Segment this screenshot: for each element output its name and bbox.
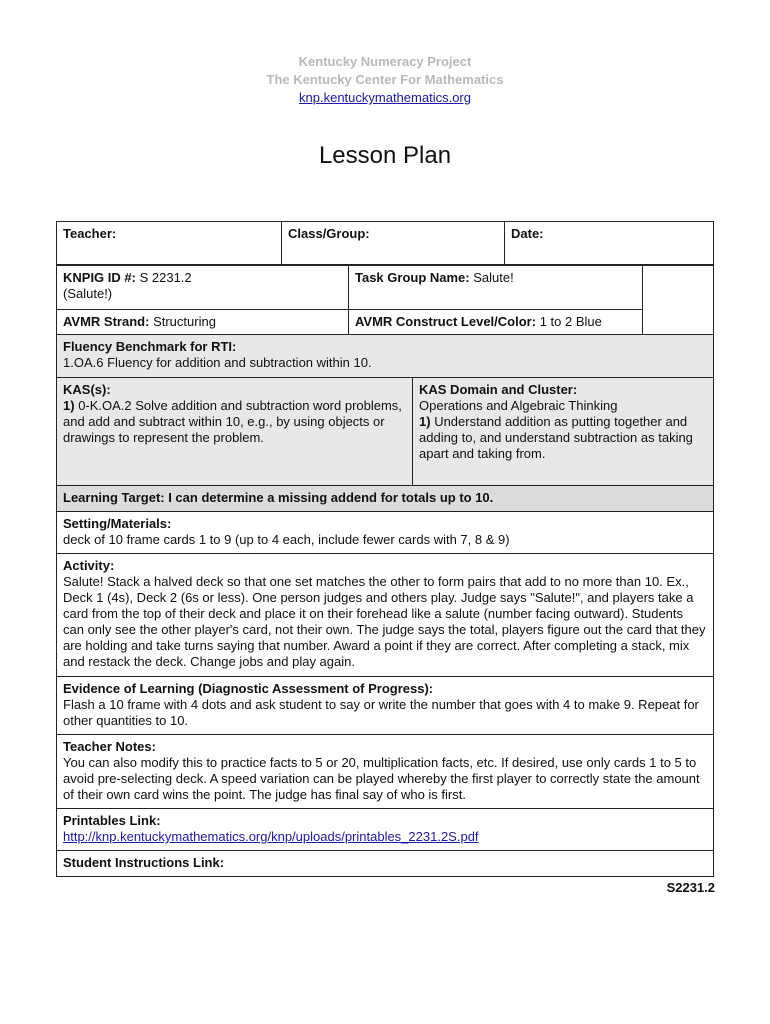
kas-cell (56, 377, 413, 486)
knpig-label: KNPIG ID #: (63, 270, 136, 285)
activity-text: Salute! Stack a halved deck so that one set matches the other to form pairs that add to no more than 10. Ex., Deck 1 (4s), Deck 2 (6s or less). One person judges and others play. Judge says "Salute!", and players take a card from the top of their deck and place it on their forehead like a salute (number facing outward). Students can only see the other player's card, not their own. The judge says the total, players figure out the card that they are holding and take turns saying that number. Award a point if they are correct. After completing a stack, mix and restack the deck. Change jobs and play again. (63, 574, 706, 669)
class-cell (281, 221, 505, 265)
construct-cell (348, 309, 643, 335)
teacher-notes-label: Teacher Notes: (63, 739, 156, 754)
setting-text: deck of 10 frame cards 1 to 9 (up to 4 each, include fewer cards with 7, 8 & 9) (63, 532, 510, 547)
task-group-label: Task Group Name: (355, 270, 470, 285)
strand-label: AVMR Strand: (63, 314, 150, 329)
page-title: Lesson Plan (318, 142, 452, 169)
knpig-sub: (Salute!) (63, 286, 113, 301)
setting-label: Setting/Materials: (63, 516, 172, 531)
student-instructions-cell (56, 850, 714, 877)
knpig-cell (56, 265, 349, 310)
fluency-value: 1.OA.6 Fluency for addition and subtraction within 10. (63, 355, 372, 370)
kas-domain-label: KAS Domain and Cluster: (419, 382, 578, 397)
fluency-label: Fluency Benchmark for RTI: (63, 339, 237, 354)
center-name: The Kentucky Center For Mathematics (266, 72, 504, 87)
teacher-notes-text: You can also modify this to practice facts to 5 or 20, multiplication facts, etc. If desired, use only cards 1 to 5 to avoid pre-selecting deck. A speed variation can be played whereby the first player to correctly state the amount of their own card wins the point. The judge has final say of who is first. (63, 755, 700, 802)
evidence-label: Evidence of Learning (Diagnostic Assessment of Progress): (63, 681, 434, 696)
printables-cell (56, 808, 714, 851)
construct-label: AVMR Construct Level/Color: (355, 314, 537, 329)
learning-target: Learning Target: I can determine a missing addend for totals up to 10. (63, 490, 494, 505)
teacher-label: Teacher: (63, 226, 117, 241)
fluency-cell (56, 334, 714, 378)
kas-domain-num: 1) (419, 414, 431, 429)
strand-value: Structuring (153, 314, 216, 329)
activity-label: Activity: (63, 558, 115, 573)
kas-text: 0-K.OA.2 Solve addition and subtraction word problems, and add and subtract within 10, e.g., by using objects or drawings to represent the problem. (63, 398, 402, 445)
construct-value: 1 to 2 Blue (539, 314, 602, 329)
learning-target-cell (56, 485, 714, 512)
teacher-cell (56, 221, 282, 265)
student-instructions-label: Student Instructions Link: (63, 855, 225, 870)
kas-domain-text: Understand addition as putting together and adding to, and understand subtraction as taking apart and taking from. (419, 414, 693, 461)
date-label: Date: (511, 226, 544, 241)
kas-label: KAS(s): (63, 382, 111, 397)
teacher-notes-cell (56, 734, 714, 809)
footer-code: S2231.2 (666, 880, 715, 895)
setting-cell (56, 511, 714, 554)
knpig-value: S 2231.2 (139, 270, 192, 285)
evidence-cell (56, 676, 714, 735)
kas-domain-line1: Operations and Algebraic Thinking (419, 398, 618, 413)
blank-cell (642, 265, 714, 335)
kas-num: 1) (63, 398, 75, 413)
date-cell (504, 221, 714, 265)
project-name: Kentucky Numeracy Project (298, 54, 472, 69)
task-group-value: Salute! (473, 270, 514, 285)
header-link[interactable]: knp.kentuckymathematics.org (299, 90, 471, 105)
printables-link[interactable]: http://knp.kentuckymathematics.org/knp/uploads/printables_2231.2S.pdf (63, 829, 479, 844)
class-label: Class/Group: (288, 226, 370, 241)
activity-cell (56, 553, 714, 677)
strand-cell (56, 309, 349, 335)
kas-domain-cell (412, 377, 714, 486)
printables-label: Printables Link: (63, 813, 161, 828)
task-group-cell (348, 265, 643, 310)
evidence-text: Flash a 10 frame with 4 dots and ask student to say or write the number that goes with 4 to make 9. Repeat for other quantities to 10. (63, 697, 699, 728)
